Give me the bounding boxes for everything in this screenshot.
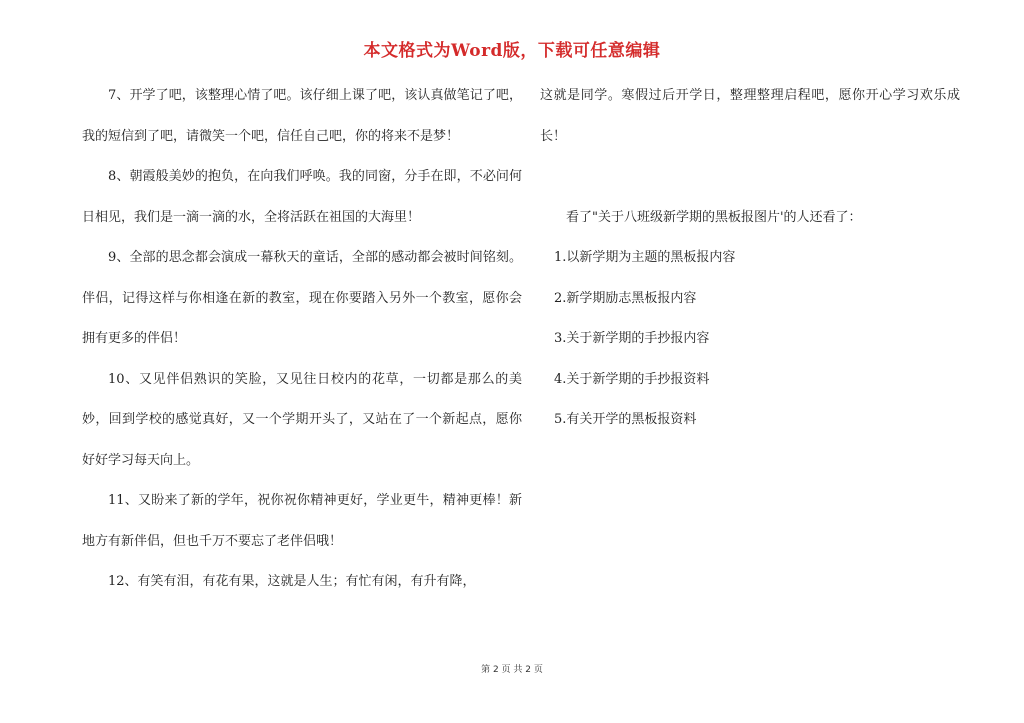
left-column xyxy=(82,76,522,603)
related-list xyxy=(540,238,960,441)
paragraph-10: 10、又见伴侣熟识的笑脸，又见往日校内的花草，一切都是那么的美妙，回到学校的感觉真好，又一个学期开头了，又站在了一个新起点，愿你好好学习每天向上。 xyxy=(82,371,522,468)
page-number: 第 2 页 共 2 页 xyxy=(481,665,543,675)
paragraph-12: 12、有笑有泪，有花有果，这就是人生；有忙有闲，有升有降， xyxy=(108,574,476,589)
paragraph-7: 7、开学了吧，该整理心情了吧。该仔细上课了吧，该认真做笔记了吧，我的短信到了吧，请微笑一个吧，信任自己吧，你的将来不是梦！ xyxy=(82,88,522,144)
paragraph-12-continuation: 这就是同学。寒假过后开学日，整理整理启程吧，愿你开心学习欢乐成长！ xyxy=(540,88,960,144)
right-column xyxy=(540,76,960,441)
related-intro: 看了"关于八班级新学期的黑板报图片'的人还看了： xyxy=(566,209,862,225)
related-item-3[interactable]: 3.关于新学期的手抄报内容 xyxy=(554,331,710,346)
spacer xyxy=(540,157,960,198)
paragraph-8: 8、朝霞般美妙的抱负，在向我们呼唤。我的同窗，分手在即，不必问何日相见，我们是一滴一滴的水，全将活跃在祖国的大海里！ xyxy=(82,169,522,225)
paragraph-11: 11、又盼来了新的学年，祝你祝你精神更好，学业更牛，精神更棒！新地方有新伴侣，但也千万不要忘了老伴侣哦！ xyxy=(82,493,522,549)
related-item-4[interactable]: 4.关于新学期的手抄报资料 xyxy=(554,371,710,387)
download-banner: 本文格式为Word版，下载可任意编辑 xyxy=(363,41,661,61)
related-item-5[interactable]: 5.有关开学的黑板报资料 xyxy=(554,412,697,427)
related-item-1[interactable]: 1.以新学期为主题的黑板报内容 xyxy=(554,250,736,265)
related-item-2[interactable]: 2.新学期励志黑板报内容 xyxy=(554,290,697,306)
paragraph-9: 9、全部的思念都会演成一幕秋天的童话，全部的感动都会被时间铭刻。伴侣，记得这样与你相逢在新的教室，现在你要踏入另外一个教室，愿你会拥有更多的伴侣！ xyxy=(82,250,522,346)
